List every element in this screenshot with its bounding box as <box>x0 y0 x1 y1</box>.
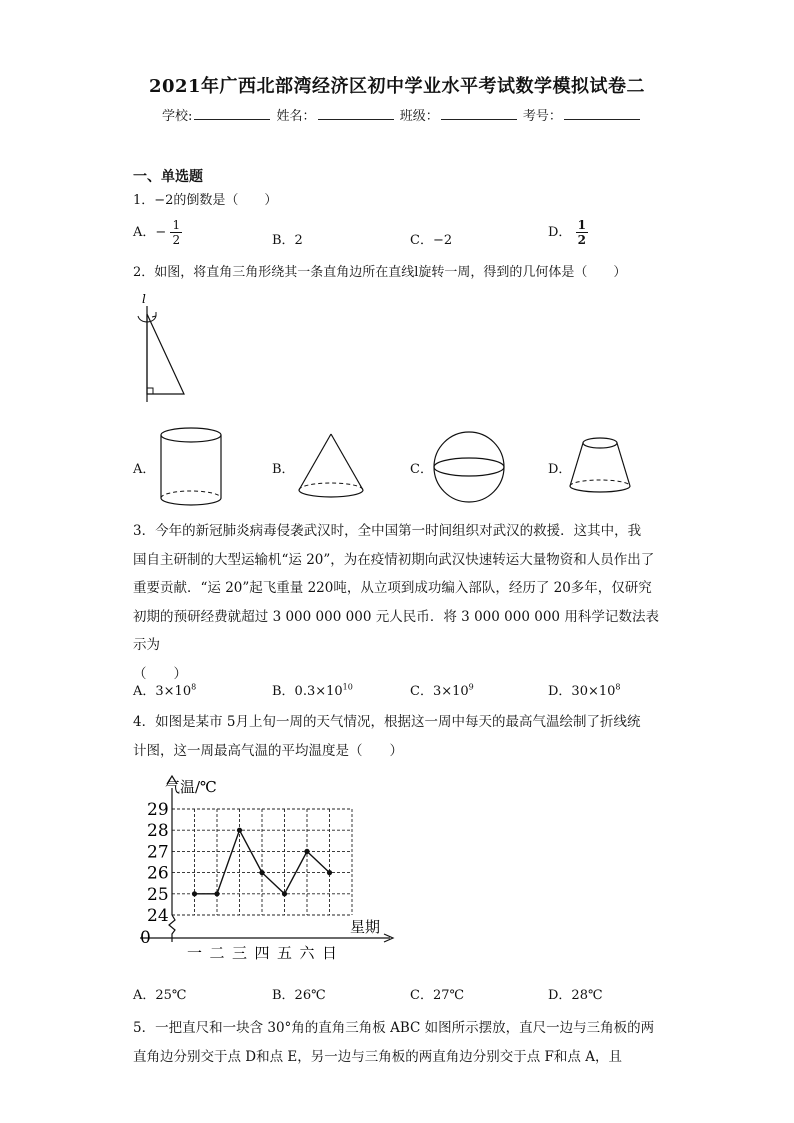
number-blank[interactable] <box>564 107 640 120</box>
q5-text <box>133 1014 659 1071</box>
q3-line: 重要贡献．“运 20”起飞重量 220吨，从立项到成功编入部队，经历了 20多年，仅研究 <box>133 580 652 596</box>
q1-a-denominator: 2 <box>172 233 181 247</box>
student-info-line <box>162 105 642 124</box>
q3-line: 国自主研制的大型运输机“运 20”，为在疫情初期向武汉快速转运大量物资和人员作出了 <box>133 551 655 568</box>
x-tick-label: 一 <box>186 944 203 962</box>
temperature-line-chart <box>138 780 400 966</box>
q1-a-fraction <box>170 218 182 247</box>
q1-stem: 1．−2的倒数是（ ） <box>133 193 278 208</box>
q1-option-a[interactable] <box>133 218 182 247</box>
q1-option-b[interactable]: B．2 <box>272 233 303 248</box>
q3-c-exponent: 9 <box>468 682 474 692</box>
x-tick-label: 六 <box>299 944 315 962</box>
q3-line: 3．今年的新冠肺炎病毒侵袭武汉时，全中国第一时间组织对武汉的救援．这其中，我 <box>133 523 642 539</box>
q4-line: 计图，这一周最高气温的平均温度是（ ） <box>133 742 403 759</box>
q3-a-base: A．3×10 <box>133 684 192 699</box>
q3-line: （ ） <box>133 665 187 682</box>
q1-a-numerator: 1 <box>172 218 181 232</box>
q3-d-exponent: 8 <box>615 682 621 692</box>
q3-option-c[interactable] <box>410 680 474 699</box>
arrow-head-icon <box>152 312 156 317</box>
q2-option-d[interactable]: D． <box>548 462 572 477</box>
q1-d-label: D． <box>548 225 572 240</box>
q5-line: 直角边分别交于点 D和点 E，另一边与三角板的两直角边分别交于点 F和点 A，且 <box>133 1048 622 1065</box>
sphere-shape <box>432 430 506 504</box>
x-tick-label: 二 <box>209 944 225 962</box>
y-axis-title: 气温/℃ <box>165 778 217 796</box>
q3-text <box>133 517 659 688</box>
q3-c-base: C．3×10 <box>410 684 469 699</box>
q1-a-sign: − <box>155 225 167 240</box>
q3-option-b[interactable] <box>272 680 353 699</box>
q1-option-d[interactable] <box>548 218 588 247</box>
axis-l-label: l <box>142 292 146 306</box>
q4-option-c[interactable]: C．27℃ <box>410 988 465 1003</box>
origin-label: 0 <box>140 928 151 948</box>
y-tick-label: 26 <box>147 863 169 884</box>
q1-a-label: A． <box>133 225 156 240</box>
name-label: 姓名： <box>276 109 316 124</box>
q1-option-c[interactable]: C．−2 <box>410 233 453 248</box>
data-point <box>192 891 197 896</box>
data-point <box>259 870 264 875</box>
cylinder-shape <box>158 426 224 508</box>
q3-d-base: D．30×10 <box>548 684 616 699</box>
x-axis-title: 星期 <box>350 918 381 936</box>
right-triangle <box>147 314 184 394</box>
x-tick-label: 三 <box>231 944 248 962</box>
data-point <box>214 891 219 896</box>
q3-option-a[interactable] <box>133 680 196 699</box>
q2-option-b[interactable]: B． <box>272 462 295 477</box>
data-point <box>304 849 309 854</box>
q1-d-denominator: 2 <box>577 233 586 247</box>
right-angle-mark-icon <box>147 388 153 394</box>
q2-stem: 2．如图，将直角三角形绕其一条直角边所在直线l旋转一周，得到的几何体是（ ） <box>133 265 627 280</box>
y-tick-label: 27 <box>147 842 169 863</box>
x-tick-label: 日 <box>321 944 338 962</box>
data-point <box>282 891 287 896</box>
q4-text <box>133 708 659 765</box>
data-point <box>237 828 242 833</box>
q4-option-b[interactable]: B．26℃ <box>272 988 326 1003</box>
x-tick-label: 四 <box>254 944 270 962</box>
q4-option-a[interactable]: A．25℃ <box>133 988 187 1003</box>
q2-option-a[interactable]: A． <box>133 462 156 477</box>
q3-line: 初期的预研经费就超过 3 000 000 000 元人民币．将 3 000 000 000 用科学记数法表示为 <box>133 608 659 653</box>
cone-shape <box>296 432 366 500</box>
y-tick-label: 25 <box>147 884 169 905</box>
y-tick-label: 28 <box>147 821 169 842</box>
q1-d-fraction <box>576 218 588 247</box>
frustum-shape <box>567 436 633 496</box>
class-label: 班级： <box>399 109 439 124</box>
q4-line: 4．如图是某市 5月上旬一周的天气情况，根据这一周中每天的最高气温绘制了折线统 <box>133 714 641 730</box>
q4-option-d[interactable]: D．28℃ <box>548 988 603 1003</box>
section-heading: 一、单选题 <box>133 169 203 185</box>
school-label: 学校: <box>162 109 193 124</box>
q5-line: 5．一把直尺和一块含 30°角的直角三角板 ABC 如图所示摆放，直尺一边与三角板的两 <box>133 1020 655 1036</box>
y-tick-label: 24 <box>147 906 169 926</box>
q2-triangle-figure <box>128 292 188 404</box>
page-title: 2021年广西北部湾经济区初中学业水平考试数学模拟试卷二 <box>148 76 646 97</box>
y-tick-label: 29 <box>147 800 169 820</box>
q3-b-base: B．0.3×10 <box>272 684 343 699</box>
school-blank[interactable] <box>194 107 270 120</box>
q3-a-exponent: 8 <box>191 682 197 692</box>
q1-d-numerator: 1 <box>577 218 586 232</box>
class-blank[interactable] <box>441 107 517 120</box>
q3-b-exponent: 10 <box>342 682 353 692</box>
number-label: 考号： <box>522 109 562 124</box>
x-tick-label: 五 <box>276 944 293 962</box>
q2-option-c[interactable]: C． <box>410 462 433 477</box>
name-blank[interactable] <box>318 107 394 120</box>
q3-option-d[interactable] <box>548 680 621 699</box>
data-point <box>327 870 332 875</box>
